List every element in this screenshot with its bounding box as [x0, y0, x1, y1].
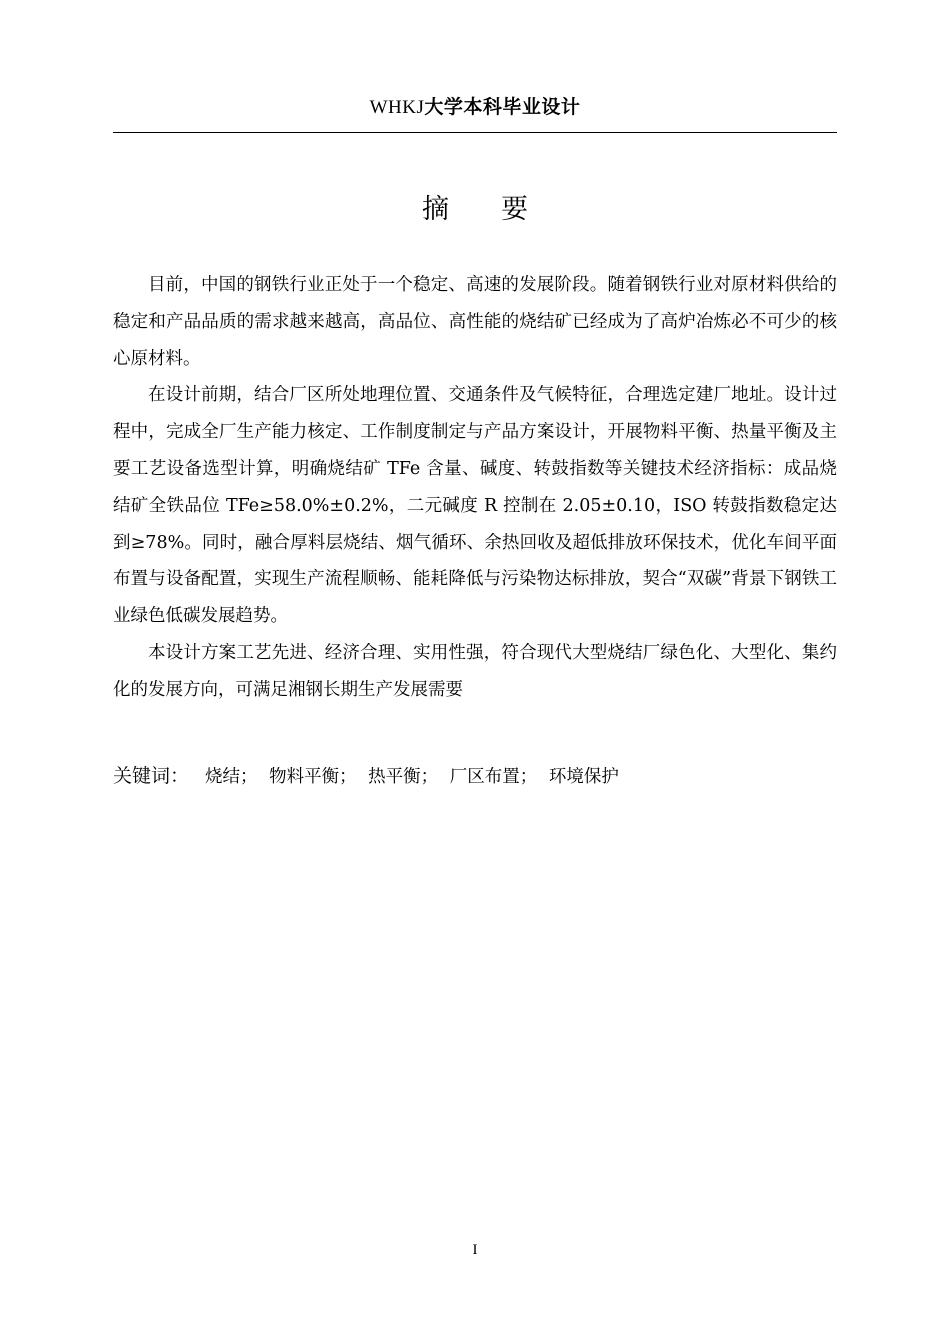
keyword-item: 热平衡；: [368, 767, 439, 787]
keywords-line: [113, 760, 837, 793]
keyword-item: 烧结；: [205, 767, 258, 787]
abstract-title-char-2: 要: [501, 194, 528, 225]
page-number: I: [472, 1242, 478, 1258]
abstract-paragraph-3: 本设计方案工艺先进、经济合理、实用性强，符合现代大型烧结厂绿色化、大型化、集约化的发展方向，可满足湘钢长期生产发展需要: [113, 642, 837, 700]
page-header: [0, 92, 950, 123]
abstract-body: [113, 267, 837, 709]
keyword-item: 环境保护: [548, 767, 619, 787]
header-prefix: WHKJ: [369, 97, 425, 118]
keywords-label: 关键词：: [113, 765, 190, 787]
header-title: 大学本科毕业设计: [424, 96, 581, 118]
keyword-item: 物料平衡；: [269, 767, 357, 787]
header-divider: [113, 132, 837, 133]
abstract-title: [0, 190, 950, 230]
abstract-paragraph-2: 在设计前期，结合厂区所处地理位置、交通条件及气候特征，合理选定建厂地址。设计过程中，完成全厂生产能力核定、工作制度制定与产品方案设计，开展物料平衡、热量平衡及主要工艺设备选型计算，明确烧结矿 TFe 含量、碱度、转鼓指数等关键技术经济指标：成品烧结矿全铁品位 TFe≥58.0%±0.2%，二元碱度 R 控制在 2.05±0.10，ISO 转鼓指数稳定达到≥78%。同时，融合厚料层烧结、烟气循环、余热回收及超低排放环保技术，优化车间平面布置与设备配置，实现生产流程顺畅、能耗降低与污染物达标排放，契合“双碳”背景下钢铁工业绿色低碳发展趋势。: [113, 385, 837, 627]
abstract-paragraph-1: 目前，中国的钢铁行业正处于一个稳定、高速的发展阶段。随着钢铁行业对原材料供给的稳定和产品品质的需求越来越高，高品位、高性能的烧结矿已经成为了高炉冶炼必不可少的核心原材料。: [113, 275, 837, 369]
abstract-title-char-1: 摘: [422, 194, 449, 225]
keyword-item: 厂区布置；: [449, 767, 538, 787]
